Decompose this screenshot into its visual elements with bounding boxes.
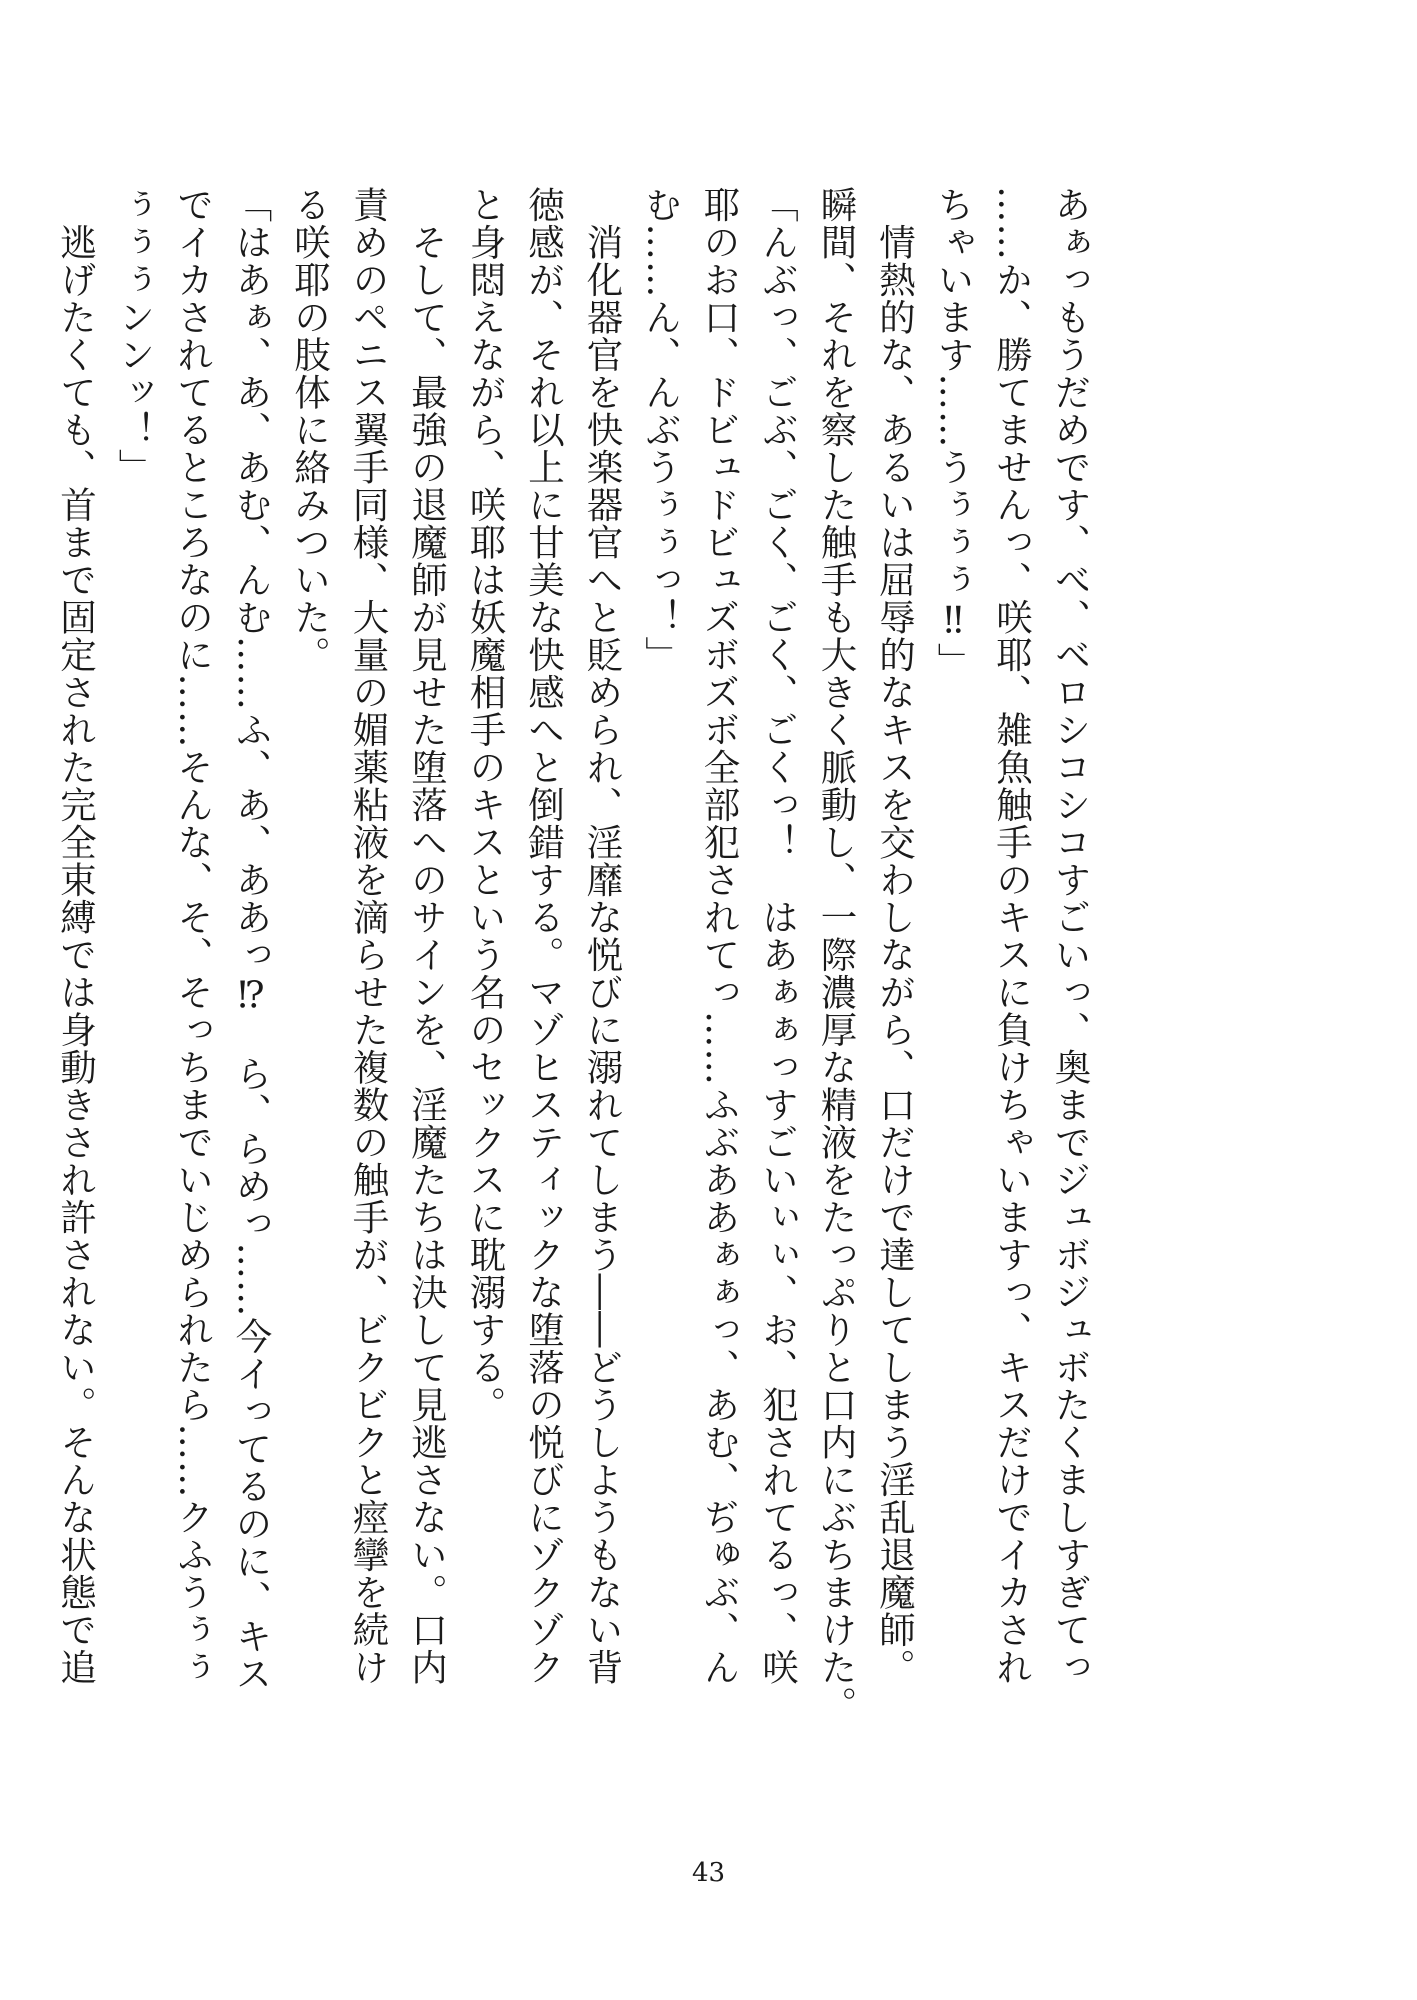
text-line: ……か、勝てませんっ、咲耶、雑魚触手のキスに負けちゃいますっ、キスだけでイカされ [990,186,1034,1686]
text-line: 消化器官を快楽器官へと貶められ、淫靡な悦びに溺れてしまう――どうしようもない背 [581,186,624,1686]
text-line: ちゃいます……うぅぅぅ‼」 [932,186,975,680]
text-line: あぁっもうだめです、べ、ベロシコシコすごいっ、奥までジュボジュボたくましすぎてっ [1049,186,1092,1686]
text-line: る咲耶の肢体に絡みついた。 [288,186,332,674]
text-line: ぅぅぅンンッ！」 [113,186,156,486]
text-line: 耶のお口、ドビュドビュズボズボ全部犯されてっ……ふぶああぁぁっ、あむ、ぢゅぶ、ん [698,186,741,1686]
text-line: 責めのペニス翼手同様、大量の媚薬粘液を滴らせた複数の触手が、ビクビクと痙攣を続け [347,186,390,1686]
text-line: 情熱的な、あるいは屈辱的なキスを交わしながら、口だけで達してしまう淫乱退魔師。 [873,186,917,1686]
text-line: 「はあぁ、あ、あむ、んむ……ふ、あ、ああっ⁉ ら、らめっ……今イってるのに、キス [230,186,273,1693]
text-line: む……ん、んぶうぅぅっ！」 [639,186,683,674]
text-line: 逃げたくても、首まで固定された完全束縛では身動きされ許されない。そんな状態で追 [54,186,98,1686]
text-line: でイカされてるところなのに……そんな、そ、そっちまでいじめられたら……クふうぅぅ [171,186,215,1686]
text-line: 瞬間、それを察した触手も大きく脈動し、一際濃厚な精液をたっぷりと口内にぶちまけた。 [815,186,858,1724]
text-line: 「んぶっ、ごぶ、ごく、ごく、ごくっ！ はあぁぁっすごいぃぃ、お、犯されてるっ、咲 [756,186,800,1686]
text-line: と身悶えながら、咲耶は妖魔相手のキスという名のセックスに耽溺する。 [464,186,507,1424]
page-number: 43 [691,1858,726,1888]
text-line: そして、最強の退魔師が見せた堕落へのサインを、淫魔たちは決して見逃さない。口内 [405,186,449,1686]
text-line: 徳感が、それ以上に甘美な快感へと倒錯する。マゾヒスティックな堕落の悦びにゾクゾク [522,186,566,1686]
vertical-text-body [46,186,1099,1806]
